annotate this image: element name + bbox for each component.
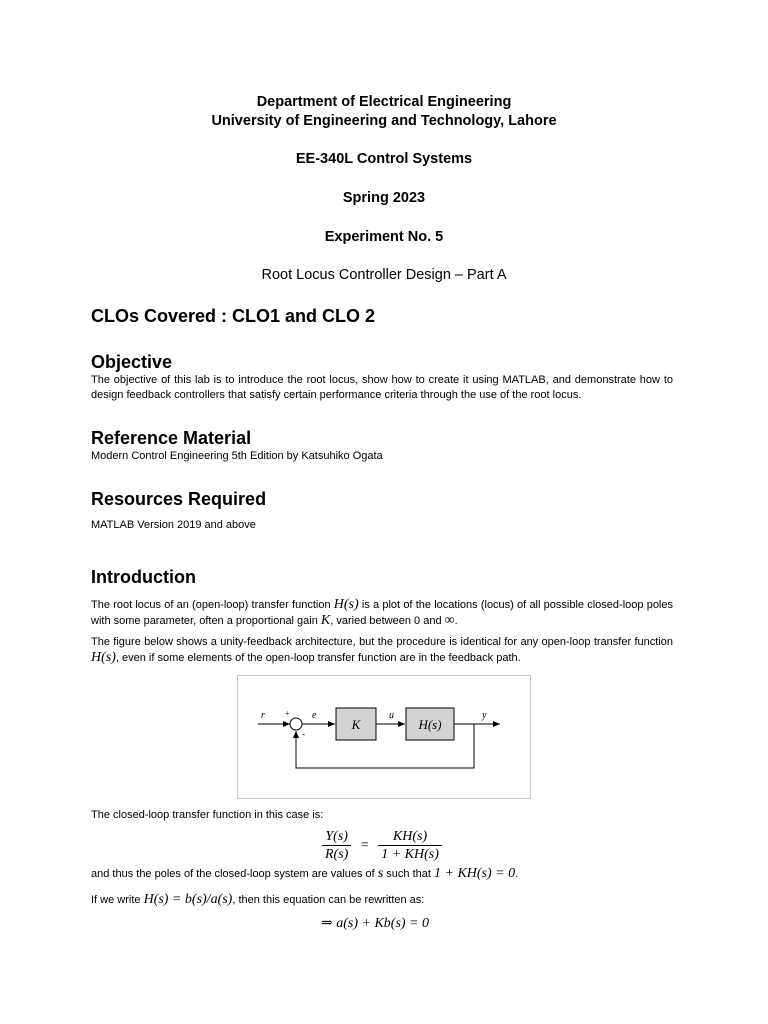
unity-feedback-diagram <box>238 676 530 798</box>
university-heading: University of Engineering and Technology, Lahore <box>211 113 557 129</box>
reference-heading: Reference Material <box>91 428 252 448</box>
math-h-of-s: H(s) <box>91 650 116 665</box>
label-e: e <box>312 710 317 721</box>
intro-paragraph-2: The figure below shows a unity-feedback architecture, but the procedure is identical for any open-loop transfer function H(s), even if some elements of the open-loop transfer function are in the feedback path. <box>91 636 673 665</box>
term-heading: Spring 2023 <box>342 190 426 206</box>
lhs-fraction: $\frac{Y(s)}{R(s)}$ <box>322 828 351 863</box>
label-controller-k: K <box>351 717 361 732</box>
introduction-heading: Introduction <box>91 567 196 587</box>
label-y: y <box>482 710 487 721</box>
label-plant-h: H(s) <box>418 717 442 732</box>
summing-junction <box>290 718 302 730</box>
reference-text: Modern Control Engineering 5th Edition by Katsuhiko Ogata <box>91 450 383 462</box>
objective-heading: Objective <box>91 352 173 372</box>
math-s: s <box>377 866 384 881</box>
math-h-of-s: H(s) <box>333 597 359 612</box>
resources-heading: Resources Required <box>91 489 267 509</box>
clos-heading: CLOs Covered : CLO1 and CLO 2 <box>91 306 376 326</box>
closed-loop-equation: $\frac{Y(s)}{R(s)}$ = $\frac{KH(s)}{1 + KH(s)}$ <box>322 828 442 863</box>
closed-loop-intro: The closed-loop transfer function in this case is: <box>91 809 324 821</box>
label-plus: + <box>285 709 290 718</box>
label-r: r <box>261 710 265 721</box>
block-diagram-figure <box>237 675 531 799</box>
rewritten-equation: ⇒ a(s) + Kb(s) = 0 <box>321 916 430 931</box>
resources-text: MATLAB Version 2019 and above <box>91 519 256 531</box>
objective-text: The objective of this lab is to introduce the root locus, show how to create it using MATLAB, and demonstrate how to design feedback controllers that satisfy certain performance criteria through the use of the root locus. <box>91 374 673 401</box>
math-gain-k: K <box>320 613 331 628</box>
math-characteristic-eq: 1 + KH(s) = 0 <box>434 866 516 881</box>
intro-paragraph-1: The root locus of an (open-loop) transfer function H(s) is a plot of the locations (locus) of all possible closed-loop poles with some parameter, often a proportional gain K, varied between 0 and ∞. <box>91 597 673 628</box>
course-heading: EE-340L Control Systems <box>295 151 473 167</box>
label-u: u <box>389 710 394 721</box>
rhs-fraction: $\frac{KH(s)}{1 + KH(s)}$ <box>378 828 442 863</box>
closed-loop-poles-paragraph: and thus the poles of the closed-loop system are values of s such that 1 + KH(s) = 0. <box>91 866 519 881</box>
department-heading: Department of Electrical Engineering <box>256 94 512 110</box>
topic-heading: Root Locus Controller Design – Part A <box>261 267 507 283</box>
math-h-ratio: H(s) = b(s)/a(s) <box>143 892 233 907</box>
label-minus: - <box>302 729 305 739</box>
rewrite-paragraph: If we write H(s) = b(s)/a(s), then this equation can be rewritten as: <box>91 892 425 907</box>
math-infinity: ∞ <box>444 613 455 628</box>
experiment-heading: Experiment No. 5 <box>324 229 444 245</box>
